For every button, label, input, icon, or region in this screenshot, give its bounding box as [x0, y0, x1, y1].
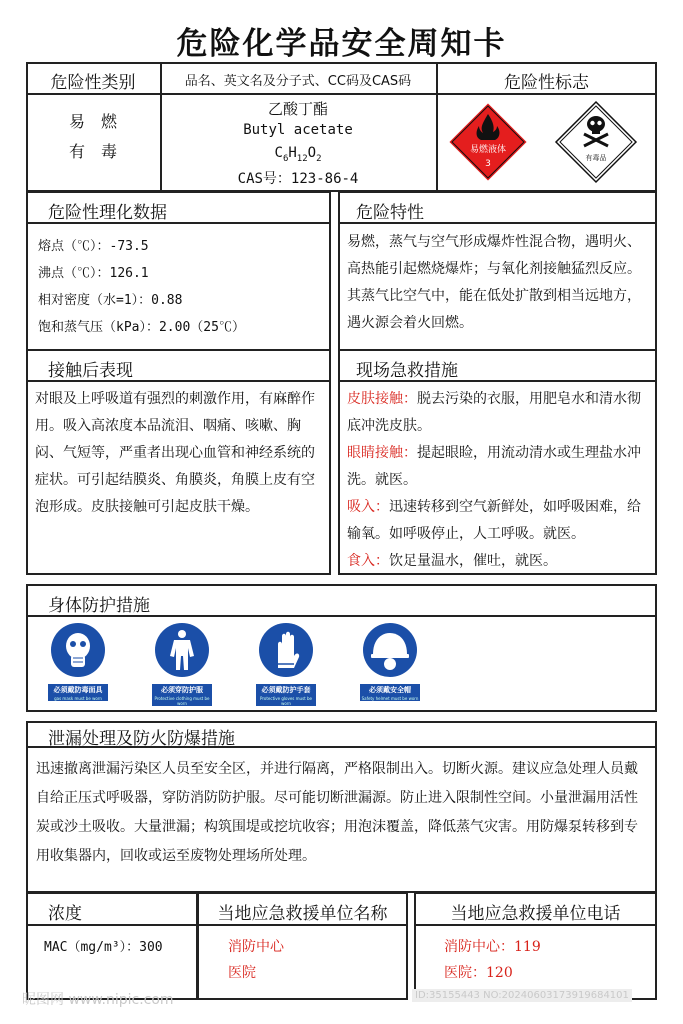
first-aid-item: [347, 440, 651, 494]
rescue-unit-item: 医院: [228, 965, 256, 981]
cas-number: CAS号：123-86-4: [237, 171, 359, 187]
ppe-sublabel: Protective clothing must be worn: [152, 696, 212, 706]
first-aid-item: [347, 494, 651, 548]
physchem-line: 熔点（℃）：-73.5: [38, 239, 149, 254]
protection-header: 身体防护措施: [48, 596, 150, 616]
flammable-label: 易燃液体: [469, 145, 507, 155]
ppe-label: 必须戴防毒面具: [48, 684, 108, 696]
concentration-header: 浓度: [48, 904, 82, 924]
first-aid-list: [347, 386, 651, 575]
physchem-line: 饱和蒸气压（kPa）：2.00（25℃）: [38, 320, 245, 335]
hazard-props-text: 易燃，蒸气与空气形成爆炸性混合物，遇明火、高热能引起燃烧爆炸；与氧化剂接触猛烈反应。其蒸气比空气中，能在低处扩散到相当远地方，遇火源会着火回燃。: [347, 234, 641, 331]
ppe-label: 必须戴防护手套: [256, 684, 316, 696]
page-title: 危险化学品安全周知卡: [176, 26, 507, 62]
first-aid-text: 饮足量温水，催吐，就医。: [389, 553, 557, 569]
formula-o: O: [307, 145, 317, 161]
hazard-props-header: 危险特性: [356, 203, 424, 223]
hazard-class-header: 危险性类别: [50, 73, 136, 93]
physchem-line: 相对密度（水=1）：0.88: [38, 293, 183, 308]
first-aid-label: 吸入：: [347, 499, 389, 515]
rescue-phone-item: 医院：120: [444, 965, 513, 981]
formula-c: C: [274, 145, 283, 161]
ppe-sign-gas-mask: [48, 622, 108, 708]
leak-text: 迅速撤离泄漏污染区人员至安全区，并进行隔离，严格限制出入。切断火源。建议应急处理人员戴自给正压式呼吸器，穿防消防防护服。尽可能切断泄漏源。防止进入限制性空间。小量泄漏用活性炭或沙土吸收。大量泄漏；构筑围堤或挖坑收容；用泡沫覆盖，降低蒸气灾害。用防爆泵转移到专用收集器内，回收或运至废物处理场所处理。: [36, 761, 638, 864]
flammable-class: 3: [485, 159, 491, 169]
hazard-class-header: 品名、英文名及分子式、CC码及CAS码: [184, 74, 412, 89]
first-aid-label: 眼睛接触：: [347, 445, 417, 461]
first-aid-label: 食入：: [347, 553, 389, 569]
first-aid-header: 现场急救措施: [356, 361, 458, 381]
leak-header: 泄漏处理及防火防爆措施: [48, 729, 235, 749]
toxic-label: 有毒品: [585, 154, 607, 162]
ppe-sign-gloves: [256, 622, 316, 708]
physchem-header: 危险性理化数据: [48, 203, 167, 223]
first-aid-text: 脱去污染的衣服，用肥皂水和清水彻底冲洗皮肤。: [347, 391, 641, 434]
rescue-phone-header: 当地应急救援单位电话: [450, 904, 621, 924]
rescue-phone-item: 消防中心：119: [444, 939, 541, 955]
formula-h: H: [288, 145, 297, 161]
formula-sub: 12: [296, 153, 308, 164]
ppe-label: 必须戴安全帽: [360, 684, 420, 696]
concentration-value: MAC（mg/m³）：300: [44, 940, 163, 955]
first-aid-item: [347, 548, 651, 575]
first-aid-text: 提起眼睑，用流动清水或生理盐水冲洗。就医。: [347, 445, 641, 488]
divider: [197, 924, 408, 926]
physchem-line: 沸点（℃）：126.1: [38, 266, 149, 281]
ppe-sublabel: Safety helmet must be worn: [361, 696, 419, 701]
divider: [414, 924, 657, 926]
first-aid-text: 迅速转移到空气新鲜处，如呼吸困难，给输氧。如呼吸停止，人工呼吸。就医。: [347, 499, 641, 542]
ppe-label: 必须穿防护服: [152, 684, 212, 696]
ppe-sublabel: gas mask must be worn: [48, 696, 108, 701]
product-name-cn: 乙酸丁酯: [267, 100, 328, 118]
first-aid-item: [347, 386, 651, 440]
hazard-class-item: 有 毒: [68, 142, 117, 161]
formula-sub: 6: [282, 153, 289, 164]
exposure-text: 对眼及上呼吸道有强烈的刺激作用，有麻醉作用。吸入高浓度本品流泪、咽痛、咳嗽、胸闷、气短等，严重者出现心血管和神经系统的症状。可引起结膜炎、角膜炎，角膜上皮有空泡形成。皮肤接触可引起皮肤干燥。: [35, 391, 315, 515]
molecular-formula: [160, 145, 436, 164]
flammable-liquid-sign: [446, 100, 530, 184]
ppe-sublabel: Protective gloves must be worn: [256, 696, 316, 706]
watermark-left: 昵图网 www.nipic.com: [22, 992, 174, 1008]
toxic-sign: [554, 100, 638, 184]
ppe-sign-protective-clothing: [152, 622, 212, 708]
rescue-unit-item: 消防中心: [228, 939, 284, 955]
divider: [26, 924, 198, 926]
formula-sub: 2: [316, 153, 322, 164]
rescue-unit-header: 当地应急救援单位名称: [217, 904, 388, 924]
product-name-en: Butyl acetate: [243, 122, 353, 138]
hazard-sign-header: 危险性标志: [504, 73, 589, 93]
divider: [26, 93, 657, 95]
first-aid-label: 皮肤接触：: [347, 391, 417, 407]
watermark-right: ID:35155443 NO:20240603173919684101: [412, 989, 632, 1002]
exposure-header: 接触后表现: [48, 361, 133, 381]
hazard-class-item: 易 燃: [68, 112, 117, 131]
ppe-sign-helmet: [360, 622, 420, 708]
